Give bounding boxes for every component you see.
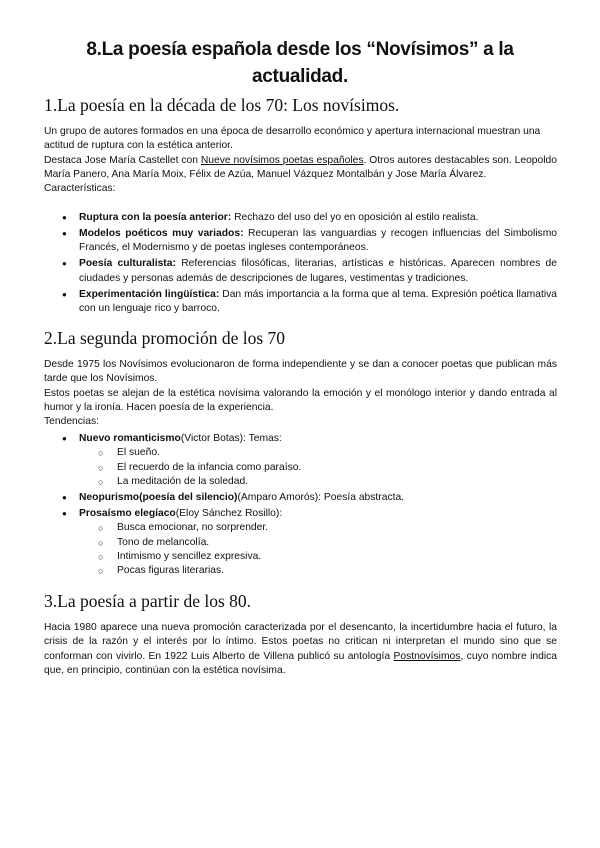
paragraph-text: , cuyo nombre indica que, en principio, continúan con la estética novísima. [44, 650, 557, 676]
anthology-link-postnovisimos[interactable]: Postnovísimos [393, 650, 461, 662]
tendencies-label: Tendencias: [44, 416, 99, 428]
sub-list [79, 521, 557, 578]
paragraph-text: Hacia 1980 aparece una nueva promoción caracterizada por el desencanto, la incertidumbre hacia el futuro, la crisis de la razón y el interés por lo íntimo. Estos poetas no critican ni interpretan el mundo sino que se conforman con vivirlo. En 1922 Luis Alberto de Villena publicó su antología [44, 622, 557, 662]
item-term: Neopurismo(poesía del silencio) [79, 491, 238, 503]
sub-list [79, 446, 557, 489]
list-item [62, 432, 557, 489]
list-item [62, 288, 557, 317]
paragraph-text: . Otros autores destacables son. Leopoldo María Panero, Ana María Moix, Félix de Azúa, Manuel Vázquez Montalbán y Jose María Álvarez. [44, 154, 557, 180]
characteristics-label: Características: [44, 183, 116, 195]
sub-list-item: ○ Busca emocionar, no sorprender. [98, 521, 557, 535]
item-term: Modelos poéticos muy variados: [79, 228, 244, 240]
section-1-intro [44, 125, 557, 196]
section-1-heading: 1.La poesía en la década de los 70: Los novísimos. [44, 95, 400, 115]
characteristics-list [62, 211, 557, 318]
section-2-paragraph-2: Estos poetas se alejan de la estética novísima valorando la emoción y el monólogo interior y dando entrada al humor y la ironía. Hacen poesía de la experiencia. [44, 387, 557, 413]
section-2-intro [44, 358, 557, 429]
item-desc: Recuperan las vanguardias y recogen influencias del Simbolismo Francés, el Modernismo y de poetas ingleses contemporáneos. [79, 228, 557, 254]
anthology-link-nueve-novisimos[interactable]: Nueve novísimos poetas españoles [200, 154, 364, 166]
item-term: Nuevo romanticismo [79, 433, 181, 444]
sub-list-item: ○ Intimismo y sencillez expresiva. [98, 550, 557, 564]
list-item [62, 211, 557, 225]
item-term: Ruptura con la poesía anterior: [79, 212, 232, 223]
section-2-heading: 2.La segunda promoción de los 70 [44, 328, 286, 348]
item-desc: Dan más importancia a la forma que al tema. Expresión poética llamativa con un lenguaje rico y barroco. [79, 288, 558, 315]
item-desc: Referencias filosóficas, literarias, artísticas e históricas. Aparecen nombres de ciudades y personas además de descripciones de lugares, vestimentas y tradiciones. [79, 258, 557, 284]
item-term: Prosaísmo elegíaco [79, 508, 176, 520]
list-item [62, 227, 557, 256]
paragraph-text: Destaca Jose María Castellet con [44, 154, 201, 166]
list-item [62, 507, 557, 578]
section-1-paragraph-2 [44, 154, 557, 183]
item-desc: (Victor Botas): Temas: [180, 433, 282, 444]
list-item [62, 257, 557, 286]
sub-list-item: ○ La meditación de la soledad. [98, 475, 557, 489]
item-term: Experimentación lingüística: [79, 288, 220, 300]
item-term: Poesía culturalista: [79, 258, 176, 270]
sub-list-item: ○ Tono de melancolía. [98, 536, 557, 550]
section-3-heading: 3.La poesía a partir de los 80. [44, 591, 252, 611]
item-desc: (Amparo Amorós): Poesía abstracta. [237, 491, 405, 503]
sub-list-item: ○ Pocas figuras literarias. [98, 564, 557, 578]
list-item [62, 491, 557, 505]
sub-list-item: ○ El sueño. [98, 446, 557, 460]
tendencies-list [62, 432, 557, 580]
section-3-paragraph [44, 621, 557, 678]
section-1-paragraph-1: Un grupo de autores formados en una época de desarrollo económico y apertura internacional muestran una actitud de ruptura con la estética anterior. [44, 126, 541, 152]
item-desc: (Eloy Sánchez Rosillo): [175, 508, 283, 520]
document-title: 8.La poesía española desde los “Novísimos” a la actualidad. [86, 39, 514, 87]
item-desc: Rechazo del uso del yo en oposición al estilo realista. [231, 212, 479, 223]
section-2-paragraph-1: Desde 1975 los Novísimos evolucionaron de forma independiente y se dan a conocer poetas que publican más tarde que los Novísimos. [44, 359, 557, 385]
sub-list-item: ○ El recuerdo de la infancia como paraíso. [98, 461, 557, 475]
